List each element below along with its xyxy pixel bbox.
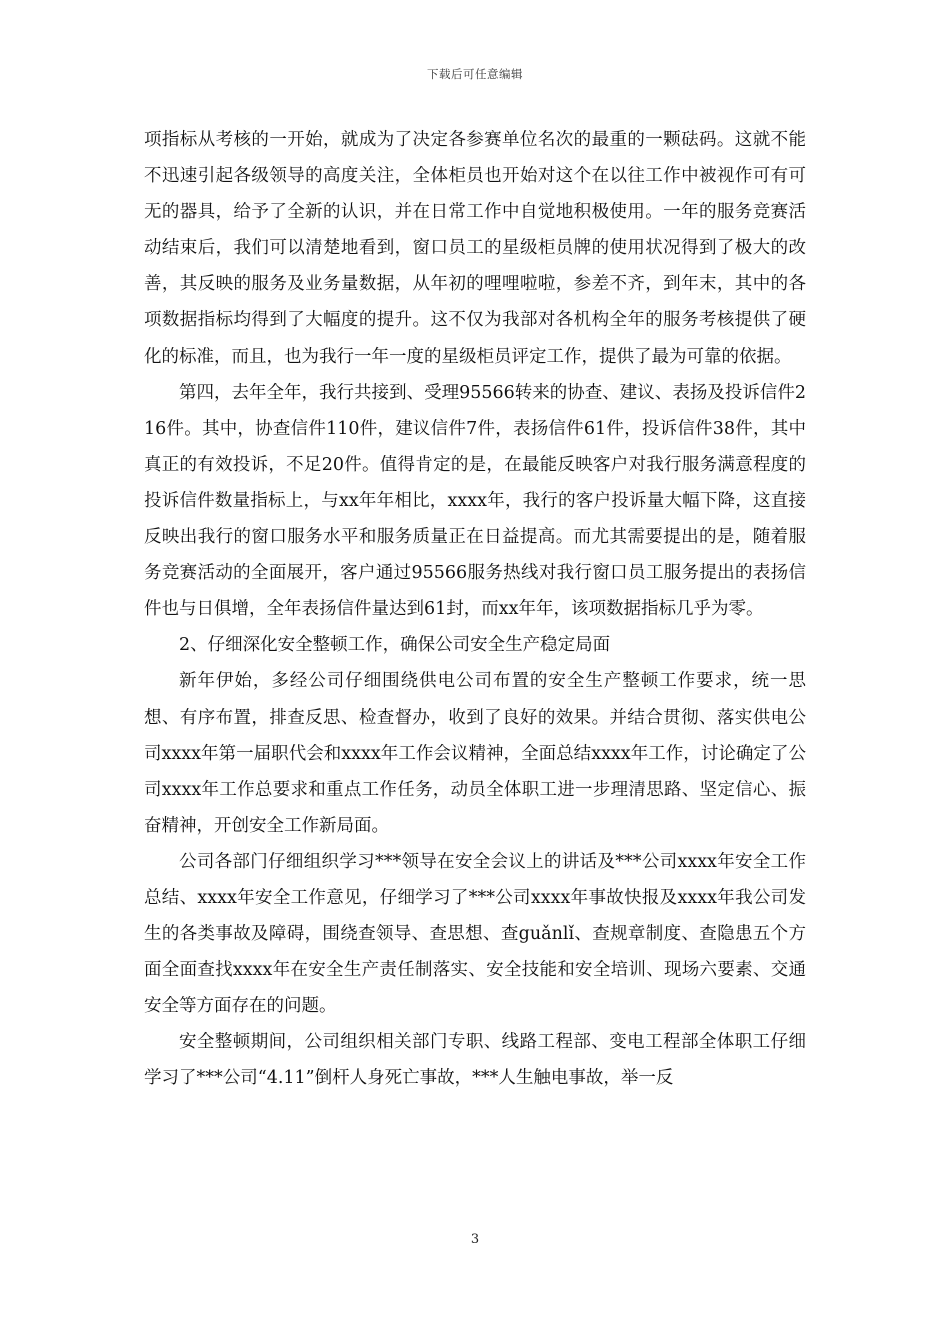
page-header: 下载后可任意编辑 [427, 67, 523, 81]
page-number: 3 [470, 1232, 480, 1247]
paragraph-3: 新年伊始，多经公司仔细围绕供电公司布置的安全生产整顿工作要求，统一思想、有序布置，排查反思、检查督办，收到了良好的效果。并结合贯彻、落实供电公司xxxx年第一届职代会和xxxx年工作会议精神，全面总结xxxx年工作，讨论确定了公司xxxx年工作总要求和重点工作任务，动员全体职工进一步理清思路、坚定信心、振奋精神，开创安全工作新局面。 [144, 671, 806, 836]
section-heading: 2、仔细深化安全整顿工作，确保公司安全生产稳定局面 [179, 635, 611, 656]
document-body [144, 122, 806, 1097]
paragraph-5: 安全整顿期间，公司组织相关部门专职、线路工程部、变电工程部全体职工仔细学习了***公司“4.11”倒杆人身死亡事故，***人生触电事故，举一反 [144, 1032, 806, 1089]
paragraph-2: 第四，去年全年，我行共接到、受理95566转来的协查、建议、表扬及投诉信件216件。其中，协查信件110件，建议信件7件，表扬信件61件，投诉信件38件，其中真正的有效投诉，不足20件。值得肯定的是，在最能反映客户对我行服务满意程度的投诉信件数量指标上，与xx年年相比，xxxx年，我行的客户投诉量大幅下降，这直接反映出我行的窗口服务水平和服务质量正在日益提高。而尤其需要提出的是，随着服务竞赛活动的全面展开，客户通过95566服务热线对我行窗口员工服务提出的表扬信件也与日俱增，全年表扬信件量达到61封，而xx年年，该项数据指标几乎为零。 [144, 382, 806, 620]
paragraph-1: 项指标从考核的一开始，就成为了决定各参赛单位名次的最重的一颗砝码。这就不能不迅速引起各级领导的高度关注，全体柜员也开始对这个在以往工作中被视作可有可无的器具，给予了全新的认识，并在日常工作中自觉地积极使用。一年的服务竞赛活动结束后，我们可以清楚地看到，窗口员工的星级柜员牌的使用状况得到了极大的改善，其反映的服务及业务量数据，从年初的哩哩啦啦，参差不齐，到年末，其中的各项数据指标均得到了大幅度的提升。这不仅为我部对各机构全年的服务考核提供了硬化的标准，而且，也为我行一年一度的星级柜员评定工作，提供了最为可靠的依据。 [144, 130, 806, 367]
paragraph-4: 公司各部门仔细组织学习***领导在安全会议上的讲话及***公司xxxx年安全工作总结、xxxx年安全工作意见，仔细学习了***公司xxxx年事故快报及xxxx年我公司发生的各类事故及障碍，围绕查领导、查思想、查guǎnlǐ、查规章制度、查隐患五个方面全面查找xxxx年在安全生产责任制落实、安全技能和安全培训、现场六要素、交通安全等方面存在的问题。 [144, 851, 806, 1017]
